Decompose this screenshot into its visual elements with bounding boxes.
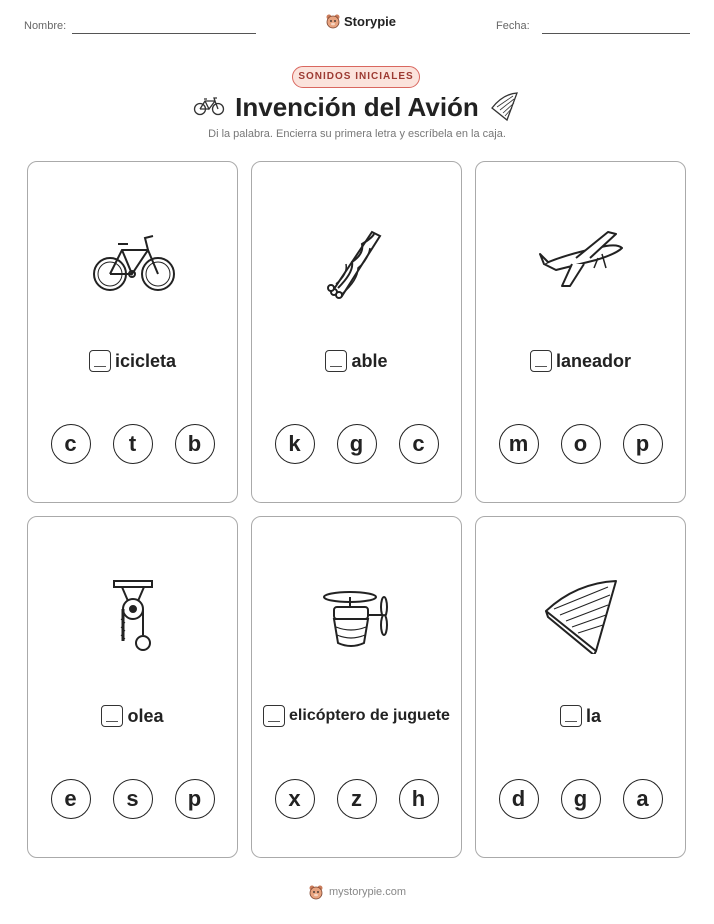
word-row xyxy=(28,705,237,727)
word-fragment: icicleta xyxy=(114,350,177,371)
glider-icon xyxy=(536,224,626,299)
kite-wing-icon xyxy=(489,90,519,122)
worksheet-title: Invención del Avión xyxy=(235,92,479,122)
letter-choice[interactable]: g xyxy=(561,779,601,819)
word-fragment: olea xyxy=(127,705,164,726)
letter-choice[interactable]: c xyxy=(399,424,439,464)
cable-icon xyxy=(312,224,402,299)
letter-choice[interactable]: p xyxy=(623,424,663,464)
answer-box[interactable] xyxy=(530,350,552,372)
letter-choice[interactable]: b xyxy=(175,424,215,464)
word-card xyxy=(475,161,686,503)
brand-logo xyxy=(325,13,396,29)
letter-choice[interactable]: p xyxy=(175,779,215,819)
bear-logo-icon xyxy=(308,884,324,900)
letter-choice[interactable]: c xyxy=(51,424,91,464)
answer-box[interactable] xyxy=(560,705,582,727)
word-card xyxy=(27,516,238,858)
bear-logo-icon xyxy=(325,13,341,29)
answer-box[interactable] xyxy=(263,705,285,727)
footer-site[interactable]: mystorypie.com xyxy=(328,886,407,898)
letter-choice[interactable]: t xyxy=(113,424,153,464)
word-fragment: la xyxy=(585,705,601,726)
word-fragment: able xyxy=(351,350,388,371)
date-label: Fecha: xyxy=(496,20,530,32)
letter-choice[interactable]: g xyxy=(337,424,377,464)
letter-choices xyxy=(28,779,237,819)
letter-choice[interactable]: h xyxy=(399,779,439,819)
name-label: Nombre: xyxy=(24,20,67,32)
word-card xyxy=(251,516,462,858)
letter-choice[interactable]: z xyxy=(337,779,377,819)
answer-box[interactable] xyxy=(101,705,123,727)
bicycle-icon xyxy=(88,224,178,299)
letter-choice[interactable]: o xyxy=(561,424,601,464)
wing-icon xyxy=(536,579,626,654)
letter-choice[interactable]: m xyxy=(499,424,539,464)
letter-choices xyxy=(252,424,461,464)
letter-choice[interactable]: x xyxy=(275,779,315,819)
letter-choices xyxy=(476,424,685,464)
letter-choice[interactable]: k xyxy=(275,424,315,464)
word-row xyxy=(476,350,685,372)
word-row xyxy=(476,705,685,727)
word-row xyxy=(252,705,461,727)
footer xyxy=(0,884,714,900)
letter-choice[interactable]: e xyxy=(51,779,91,819)
letter-choice[interactable]: a xyxy=(623,779,663,819)
brand-name: Storypie xyxy=(344,13,397,29)
word-card xyxy=(251,161,462,503)
letter-choice[interactable]: s xyxy=(113,779,153,819)
word-card xyxy=(475,516,686,858)
pulley-icon xyxy=(88,579,178,654)
word-card xyxy=(27,161,238,503)
toy-helicopter-icon xyxy=(312,579,402,654)
instructions: Di la palabra. Encierra su primera letra y escríbela en la caja. xyxy=(208,128,506,140)
answer-box[interactable] xyxy=(325,350,347,372)
word-fragment: elicóptero de juguete xyxy=(289,707,450,724)
letter-choices xyxy=(252,779,461,819)
date-field[interactable] xyxy=(542,33,690,34)
word-row xyxy=(28,350,237,372)
word-fragment: laneador xyxy=(555,350,632,371)
category-badge: SONIDOS INICIALES xyxy=(292,66,420,88)
answer-box[interactable] xyxy=(89,350,111,372)
word-row xyxy=(252,350,461,372)
letter-choice[interactable]: d xyxy=(499,779,539,819)
letter-choices xyxy=(476,779,685,819)
letter-choices xyxy=(28,424,237,464)
name-field[interactable] xyxy=(72,33,256,34)
